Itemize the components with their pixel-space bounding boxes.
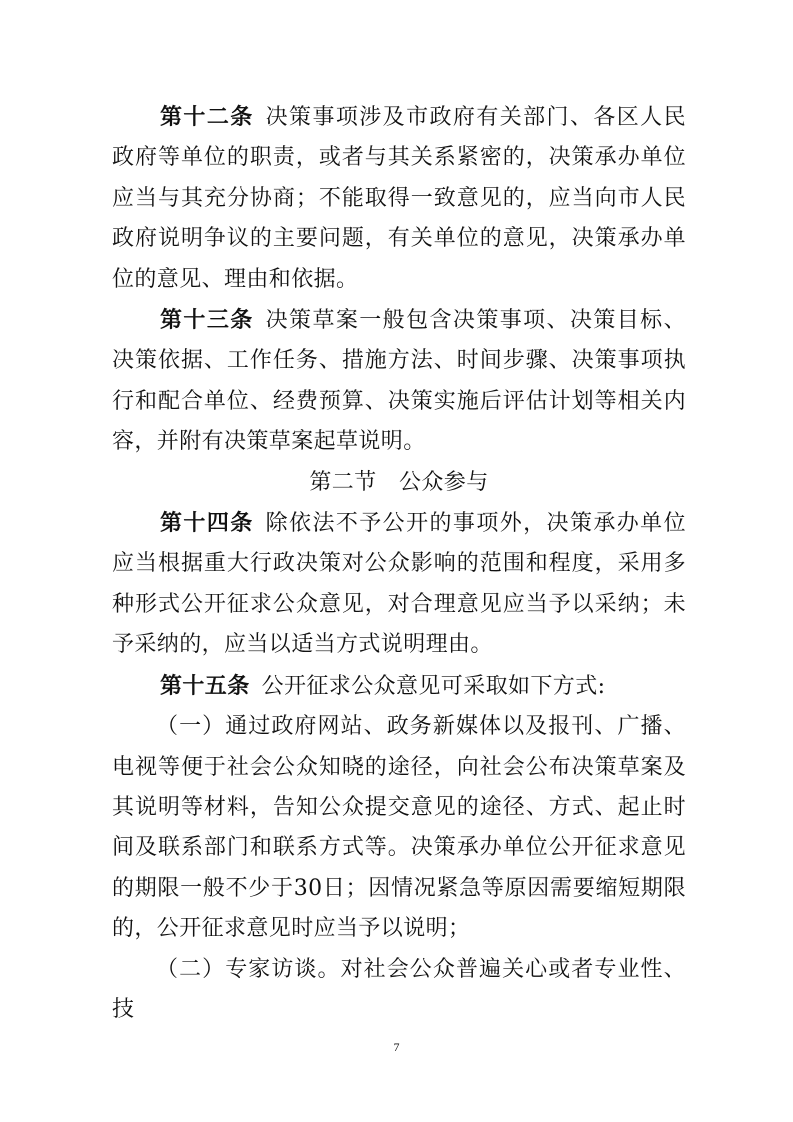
article-14 (112, 503, 686, 666)
article-text: 决策事项涉及市政府有关部门、各区人民政府等单位的职责，或者与其关系紧密的，决策承办单位应当与其充分协商；不能取得一致意见的，应当向市人民政府说明争议的主要问题，有关单位的意见，决策承办单位的意见、理由和依据。 (112, 105, 686, 292)
article-15 (112, 666, 686, 707)
article-13 (112, 300, 686, 463)
list-item-2: （二）专家访谈。对社会公众普遍关心或者专业性、技 (112, 956, 686, 1022)
page-number: 7 (393, 1040, 400, 1054)
list-item-1: （一）通过政府网站、政务新媒体以及报刊、广播、电视等便于社会公众知晓的途径，向社会公布决策草案及其说明等材料，告知公众提交意见的途径、方式、起止时间及联系部门和联系方式等。决策承办单位公开征求意见的期限一般不少于30日；因情况紧急等原因需要缩短期限的，公开征求意见时应当予以说明； (112, 714, 686, 942)
section-heading: 第二节 公众参与 (309, 469, 489, 495)
article-number: 第十五条 (160, 672, 250, 699)
article-number: 第十二条 (160, 104, 254, 130)
article-text: 公开征求公众意见可采取如下方式: (261, 673, 606, 699)
article-number: 第十三条 (160, 307, 254, 334)
article-number: 第十四条 (160, 510, 254, 537)
article-12 (112, 97, 686, 300)
document-body (112, 97, 686, 1030)
article-text: 决策草案一般包含决策事项、决策目标、决策依据、工作任务、措施方法、时间步骤、决策事项执行和配合单位、经费预算、决策实施后评估计划等相关内容，并附有决策草案起草说明。 (112, 308, 686, 455)
article-text: 除依法不予公开的事项外，决策承办单位应当根据重大行政决策对公众影响的范围和程度，采用多种形式公开征求公众意见，对合理意见应当予以采纳；未予采纳的，应当以适当方式说明理由。 (112, 511, 686, 658)
